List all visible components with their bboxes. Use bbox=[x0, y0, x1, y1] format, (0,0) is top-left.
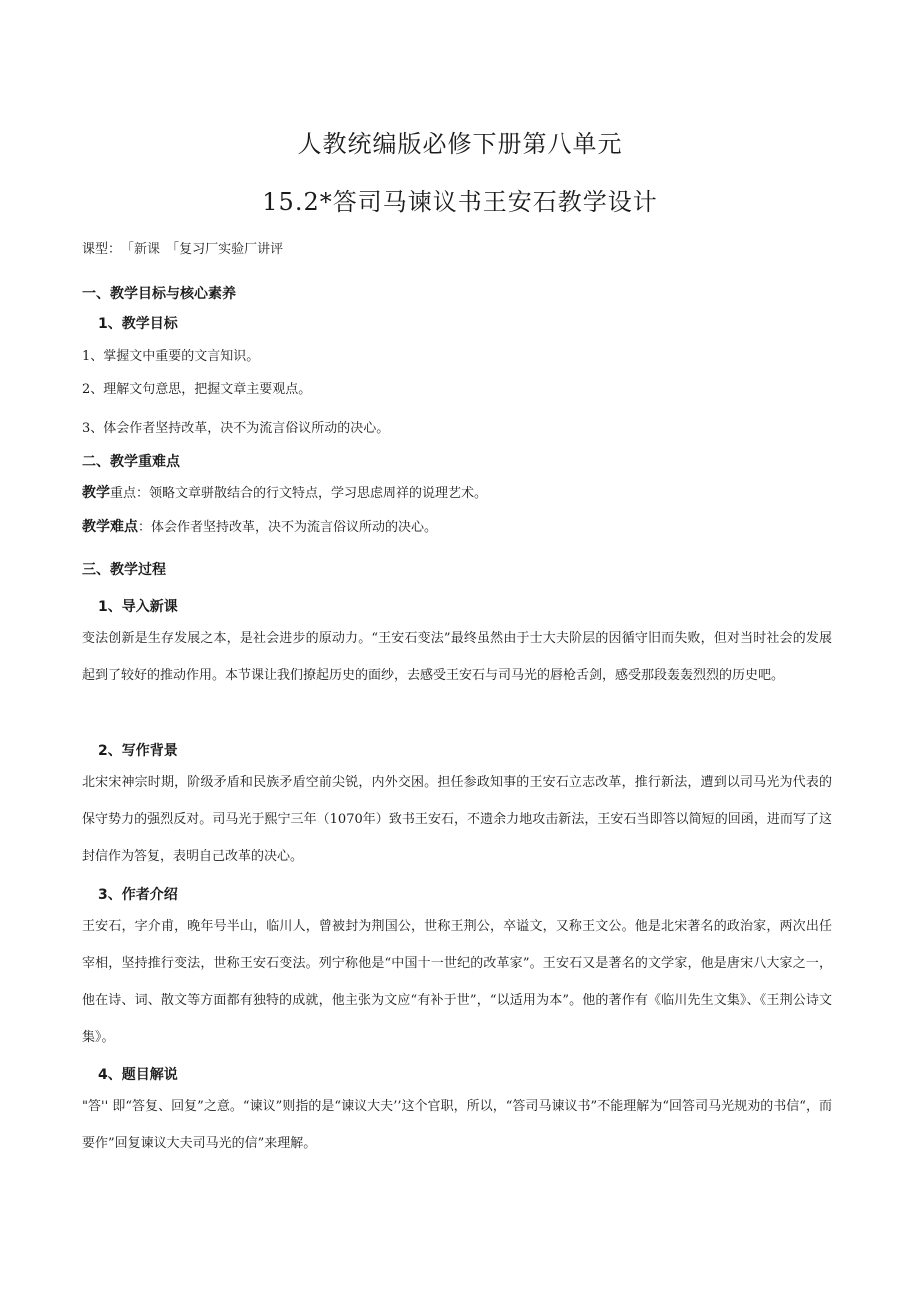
section1-subheading: 1、教学目标 bbox=[98, 316, 178, 332]
part3-paragraph: 王安石，字介甫，晚年号半山，临川人，曾被封为荆国公，世称王荆公，卒谥文，又称王文公。他是北宋著名的政治家，两次出任宰相，坚持推行变法，世称王安石变法。列宁称他是“中国十一世纪的改革家”。王安石又是著名的文学家，他是唐宋八大家之一，他在诗、词、散文等方面都有独特的成就，他主张为文应“有补于世”，“以适用为本”。他的著作有《临川先生文集》、《王荆公诗文集》。 bbox=[82, 919, 832, 1045]
part2-heading: 2、写作背景 bbox=[98, 743, 178, 759]
part4-paragraph: "答'' 即“答复、回复”之意。“谏议”则指的是“谏议大夫’’这个官职，所以，“答司马谏议书”不能理解为“回答司马光规劝的书信“，而要作”回复谏议大夫司马光的信”来理解。 bbox=[82, 1099, 832, 1151]
part1-heading: 1、导入新课 bbox=[98, 599, 178, 615]
objective-item: 1、掌握文中重要的文言知识。 bbox=[82, 349, 260, 364]
difficult-point-label: 教学难点 bbox=[82, 519, 138, 535]
difficult-point-text: ：体会作者坚持改革，决不为流言俗议所动的决心。 bbox=[138, 520, 438, 535]
key-point-row bbox=[82, 482, 487, 502]
difficult-point-row bbox=[82, 516, 437, 536]
lesson-type-label: 课型： bbox=[82, 242, 122, 257]
part2-paragraph: 北宋宋神宗时期，阶级矛盾和民族矛盾空前尖锐，内外交困。担任参政知事的王安石立志改革，推行新法，遭到以司马光为代表的保守势力的强烈反对。司马光于熙宁三年（1070年）致书王安石，不遗余力地攻击新法，王安石当即答以简短的回函，进而写了这封信作为答复，表明自己改革的决心。 bbox=[82, 775, 832, 864]
part4-heading: 4、题目解说 bbox=[98, 1067, 178, 1083]
document-title: 人教统编版必修下册第八单元 bbox=[297, 130, 623, 158]
lesson-type-row bbox=[82, 238, 283, 257]
key-point-text: 重点：领略文章骈散结合的行文特点，学习思虑周祥的说理艺术。 bbox=[110, 486, 488, 501]
objective-item: 3、体会作者坚持改革，决不为流言俗议所动的决心。 bbox=[82, 421, 390, 436]
part3-heading: 3、作者介绍 bbox=[98, 887, 178, 903]
lesson-type-option-other[interactable]: 「复习厂实验厂讲评 bbox=[166, 242, 284, 257]
document-subtitle: 15.2*答司马谏议书王安石教学设计 bbox=[262, 188, 658, 216]
key-point-label: 教学 bbox=[82, 485, 110, 501]
objective-item: 2、理解文句意思，把握文章主要观点。 bbox=[82, 382, 312, 397]
section3-heading: 三、教学过程 bbox=[82, 562, 166, 578]
section2-heading: 二、教学重难点 bbox=[82, 454, 180, 470]
section1-heading: 一、教学目标与核心素养 bbox=[82, 286, 236, 302]
lesson-type-option-new[interactable]: 「新课 bbox=[121, 242, 161, 257]
part1-paragraph: 变法创新是生存发展之本，是社会进步的原动力。“王安石变法”最终虽然由于士大夫阶层的因循守旧而失败，但对当时社会的发展起到了较好的推动作用。本节课让我们撩起历史的面纱，去感受王安石与司马光的唇枪舌剑，感受那段轰轰烈烈的历史吧。 bbox=[82, 631, 832, 683]
